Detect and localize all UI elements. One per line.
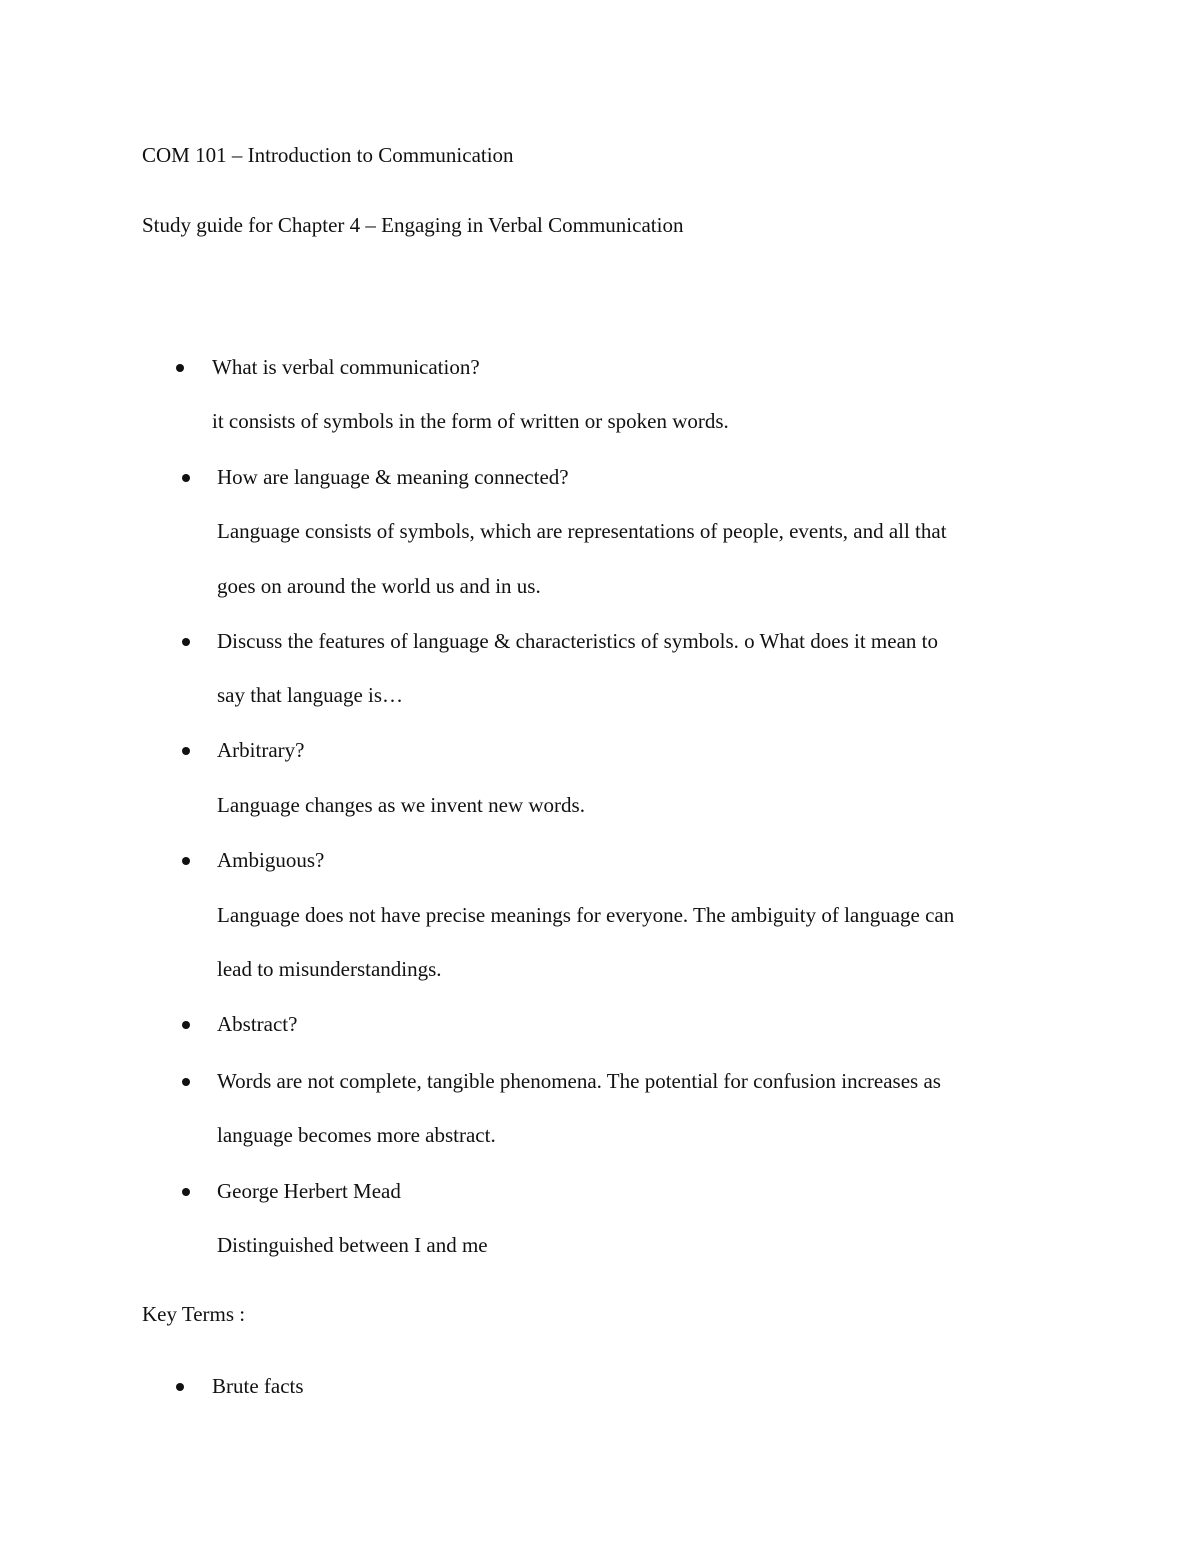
answer-verbal-communication: it consists of symbols in the form of written or spoken words. xyxy=(212,409,729,433)
bullet-icon xyxy=(182,1188,190,1196)
statement-words-not-complete: Words are not complete, tangible phenomena. The potential for confusion increases as xyxy=(217,1069,941,1093)
key-terms-heading: Key Terms : xyxy=(142,1302,246,1326)
guide-title: Study guide for Chapter 4 – Engaging in Verbal Communication xyxy=(142,213,684,237)
bullet-icon xyxy=(182,747,190,755)
question-language-meaning: How are language & meaning connected? xyxy=(217,465,569,489)
bullet-icon xyxy=(176,1383,184,1391)
answer-ambiguous-line-1: Language does not have precise meanings for everyone. The ambiguity of language can xyxy=(217,903,955,927)
question-abstract: Abstract? xyxy=(217,1012,298,1036)
bullet-icon xyxy=(176,364,184,372)
question-arbitrary: Arbitrary? xyxy=(217,738,305,762)
course-title: COM 101 – Introduction to Communication xyxy=(142,143,514,167)
answer-george-herbert-mead: Distinguished between I and me xyxy=(217,1233,488,1257)
answer-arbitrary: Language changes as we invent new words. xyxy=(217,793,585,817)
answer-ambiguous-line-2: lead to misunderstandings. xyxy=(217,957,442,981)
statement-words-not-complete-cont: language becomes more abstract. xyxy=(217,1123,496,1147)
question-ambiguous: Ambiguous? xyxy=(217,848,325,872)
answer-language-meaning-line-1: Language consists of symbols, which are representations of people, events, and all that xyxy=(217,519,947,543)
bullet-icon xyxy=(182,474,190,482)
bullet-icon xyxy=(182,638,190,646)
question-what-is-verbal-communication: What is verbal communication? xyxy=(212,355,480,379)
key-term-brute-facts: Brute facts xyxy=(212,1374,304,1398)
item-george-herbert-mead: George Herbert Mead xyxy=(217,1179,401,1203)
question-features-of-language: Discuss the features of language & characteristics of symbols. o What does it mean to xyxy=(217,629,938,653)
bullet-icon xyxy=(182,1078,190,1086)
bullet-icon xyxy=(182,1021,190,1029)
bullet-icon xyxy=(182,857,190,865)
answer-language-meaning-line-2: goes on around the world us and in us. xyxy=(217,574,541,598)
question-features-of-language-cont: say that language is… xyxy=(217,683,404,707)
